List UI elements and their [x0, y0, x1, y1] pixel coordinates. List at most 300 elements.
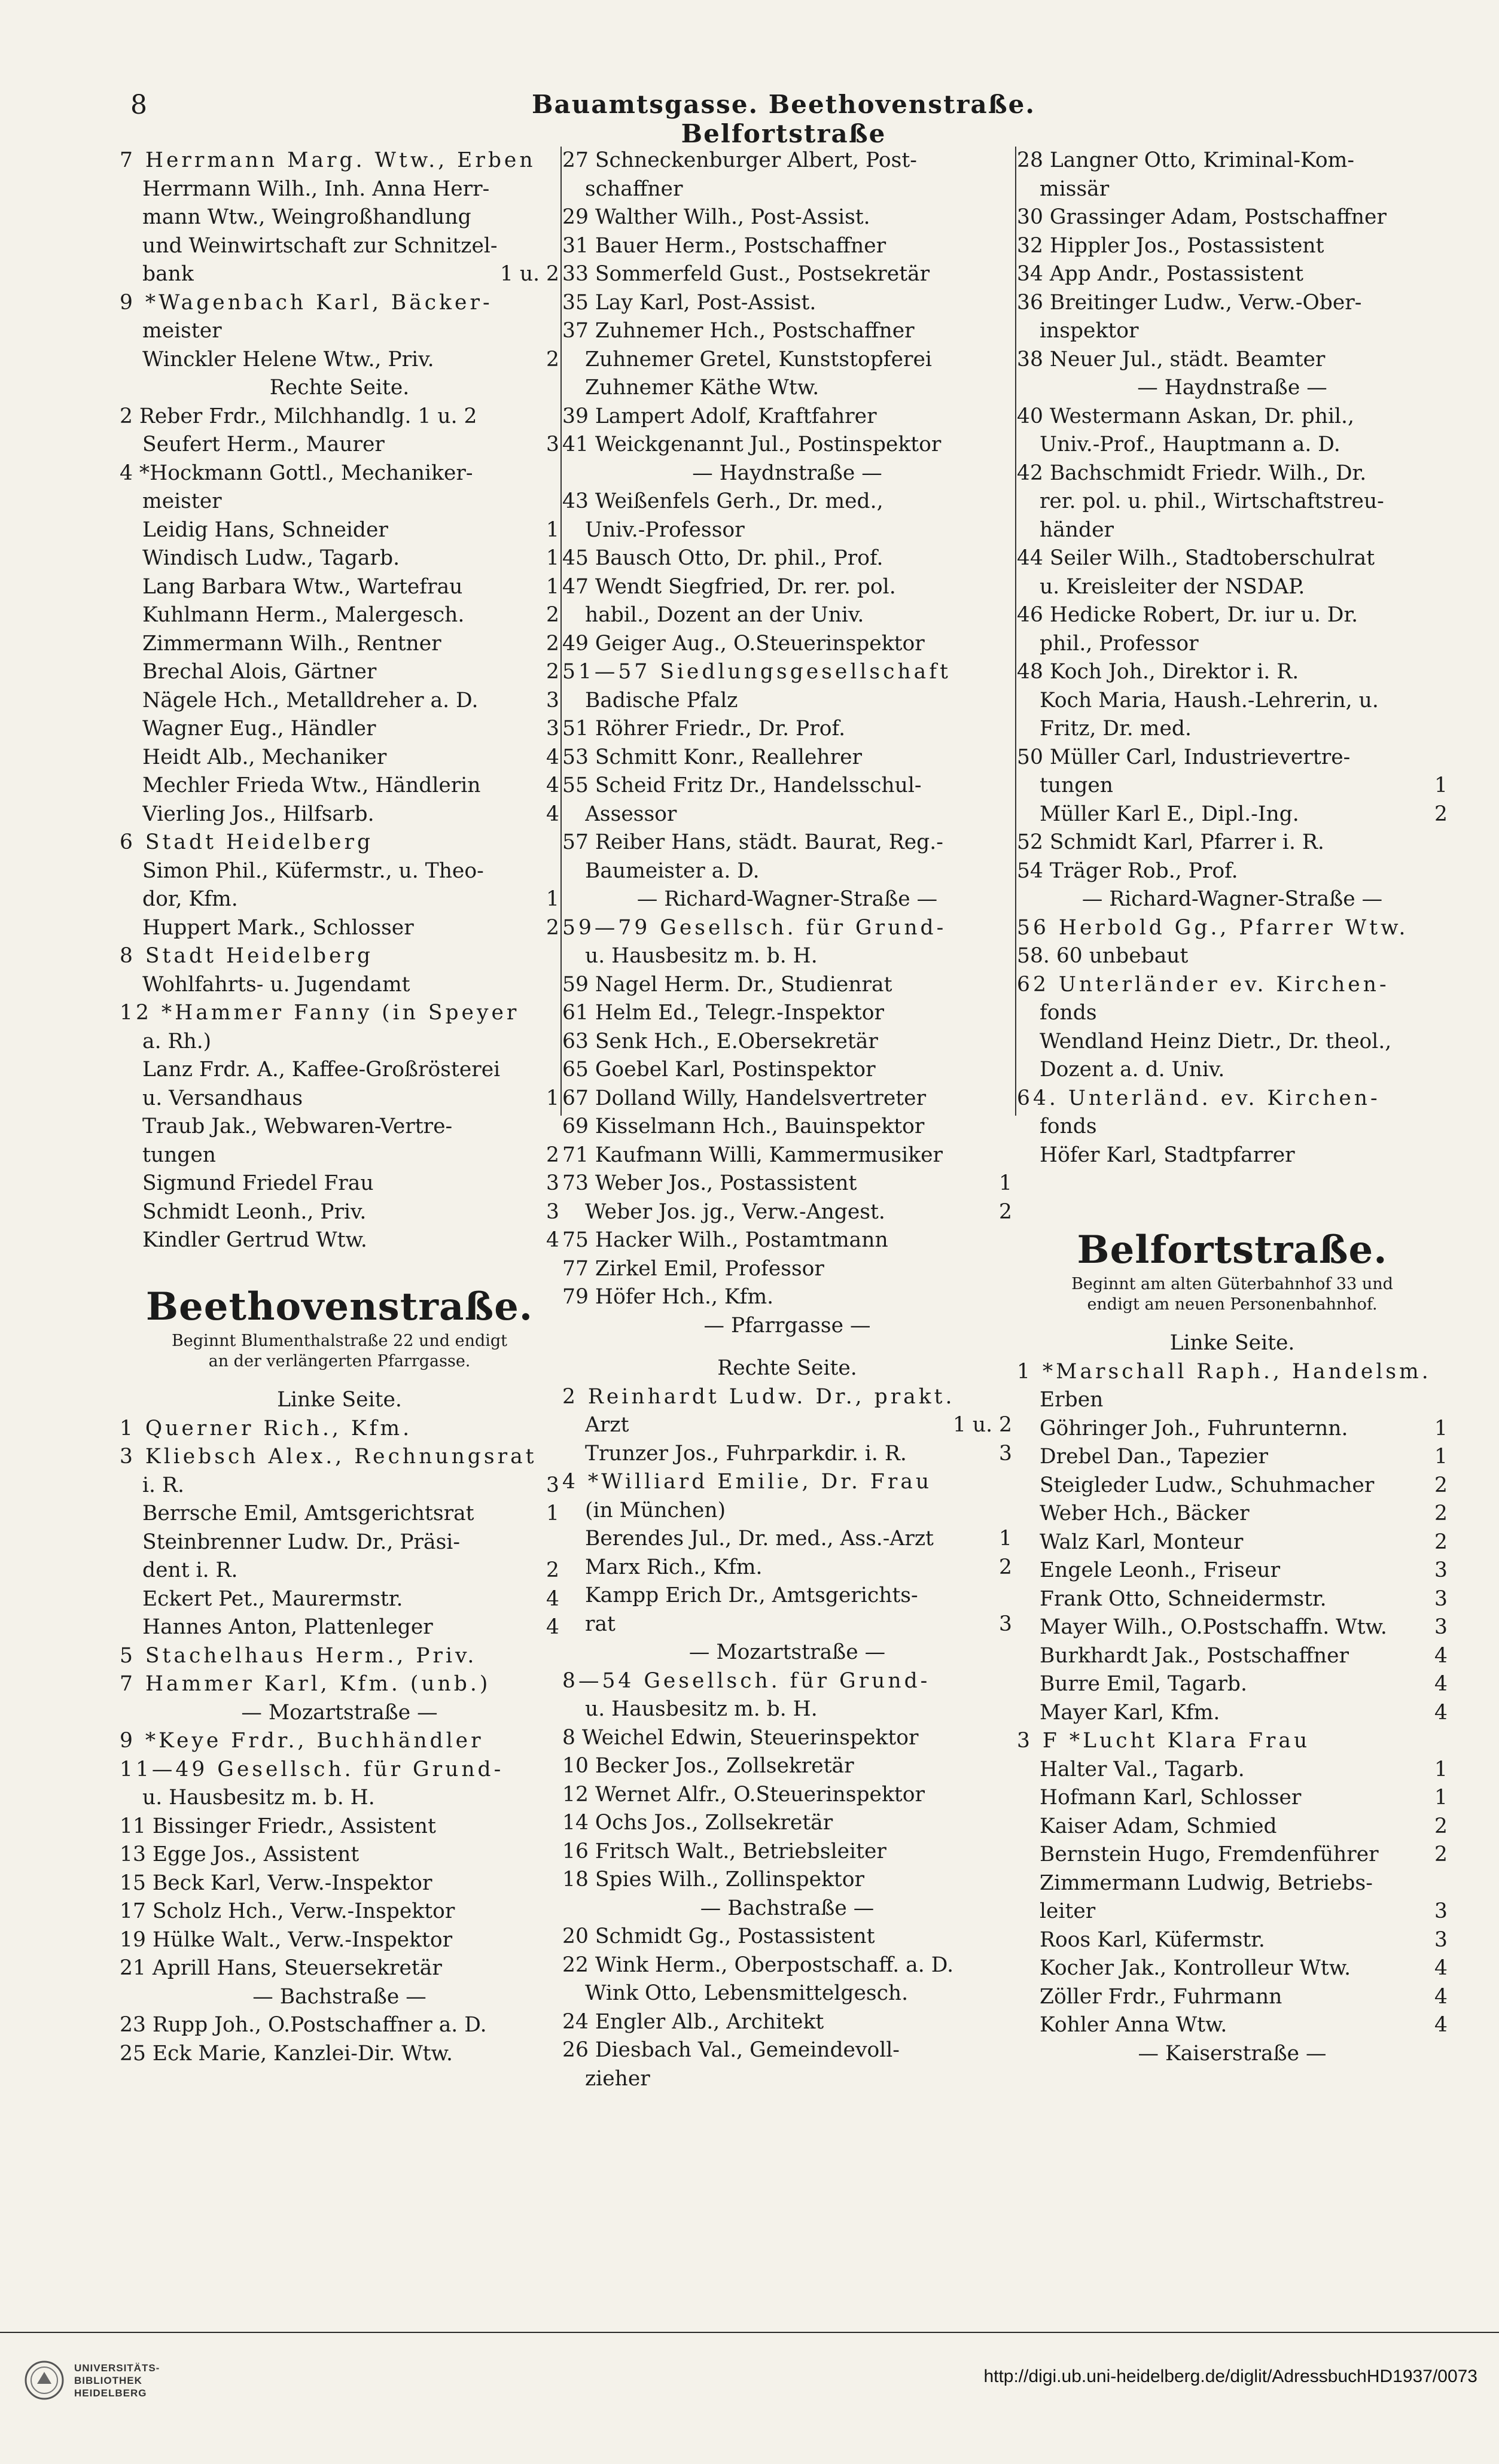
floor-number: 2 — [546, 1143, 559, 1167]
directory-entry — [562, 374, 1012, 403]
directory-entry — [120, 175, 559, 204]
directory-entry — [120, 744, 559, 772]
directory-entry — [1017, 488, 1448, 516]
floor-number: 3 — [1434, 1899, 1448, 1923]
street-heading: Beethovenstraße. — [145, 1284, 534, 1329]
directory-entry — [1017, 459, 1448, 488]
floor-number: 2 — [999, 1199, 1012, 1224]
directory-entry — [120, 573, 559, 602]
directory-entry — [1017, 544, 1448, 573]
floor-number: 2 — [1434, 1473, 1448, 1497]
entry-text: i. R. — [142, 1473, 184, 1497]
directory-entry — [1017, 289, 1448, 318]
directory-entry — [120, 1113, 559, 1141]
directory-entry — [120, 687, 559, 715]
entry-text: Burre Emil, Tagarb. — [1040, 1672, 1247, 1696]
entry-text: Koch Maria, Haush.-Lehrerin, u. — [1040, 688, 1379, 712]
floor-number: 1 — [546, 1086, 559, 1110]
entry-text: Burkhardt Jak., Postschaffner — [1040, 1643, 1349, 1668]
directory-entry — [562, 744, 1012, 772]
entry-text: Leidig Hans, Schneider — [142, 517, 388, 542]
entry-text: Seufert Herm., Maurer — [142, 433, 385, 456]
directory-entry — [120, 260, 559, 289]
entry-text: Badische Pfalz — [585, 688, 738, 712]
directory-entry — [562, 573, 1012, 602]
entry-text: 57 Reiber Hans, städt. Baurat, Reg.- — [562, 830, 943, 854]
entry-text: Arzt — [585, 1413, 629, 1437]
entry-text: Wohlfahrts- u. Jugendamt — [142, 972, 410, 997]
entry-text: Kaiser Adam, Schmied — [1040, 1814, 1277, 1838]
entry-text: Weber Jos. jg., Verw.-Angest. — [585, 1199, 885, 1224]
entry-text: Huppert Mark., Schlosser — [142, 915, 414, 940]
entry-text: Kuhlmann Herm., Malergesch. — [142, 603, 465, 627]
directory-entry — [120, 601, 559, 630]
directory-entry — [1017, 687, 1448, 715]
entry-text: (in München) — [585, 1498, 726, 1522]
floor-number: 2 — [1434, 802, 1448, 826]
entry-text: bank — [142, 262, 194, 286]
floor-number: 1 u. 2 — [952, 1413, 1012, 1437]
directory-entry — [1017, 431, 1448, 459]
directory-entry — [1017, 403, 1448, 431]
directory-entry — [120, 1670, 559, 1699]
entry-text: Walz Karl, Monteur — [1040, 1530, 1244, 1554]
entry-text: 21 Aprill Hans, Steuersekretär — [120, 1956, 442, 1980]
directory-entry — [120, 1954, 559, 1983]
directory-entry — [1017, 800, 1448, 829]
floor-number: 3 — [546, 688, 559, 712]
entry-text: leiter — [1040, 1899, 1096, 1923]
floor-number: 1 — [1434, 1757, 1448, 1781]
floor-number: 3 — [546, 1171, 559, 1195]
entry-text: dent i. R. — [142, 1558, 238, 1582]
floor-number: 1 — [999, 1171, 1012, 1195]
entry-text: Weber Hch., Bäcker — [1040, 1501, 1250, 1525]
entry-text: missär — [1040, 176, 1110, 201]
entry-text: 29 Walther Wilh., Post-Assist. — [562, 205, 870, 229]
entry-text: — Mozartstraße — — [241, 1700, 438, 1725]
entry-text: Erben — [1040, 1388, 1104, 1412]
floor-number: 1 — [546, 574, 559, 599]
directory-entry — [120, 999, 559, 1028]
entry-text: Wendland Heinz Dietr., Dr. theol., — [1040, 1029, 1392, 1053]
floor-number: 2 — [546, 347, 559, 371]
directory-entry — [120, 1898, 559, 1926]
directory-entry — [562, 658, 1012, 687]
entry-text: 79 Höfer Hch., Kfm. — [562, 1285, 774, 1309]
entry-text: 32 Hippler Jos., Postassistent — [1017, 233, 1324, 258]
directory-entry — [562, 1866, 1012, 1895]
entry-text: tungen — [1040, 773, 1114, 797]
entry-text: 31 Bauer Herm., Postschaffner — [562, 233, 886, 258]
directory-entry — [1017, 630, 1448, 659]
entry-text: Zimmermann Wilh., Rentner — [142, 631, 441, 656]
floor-number: 4 — [1434, 1643, 1448, 1668]
directory-entry — [562, 289, 1012, 318]
entry-text: Wagner Eug., Händler — [142, 717, 376, 741]
entry-text: 26 Diesbach Val., Gemeindevoll- — [562, 2038, 900, 2062]
library-line: BIBLIOTHEK — [74, 2374, 142, 2386]
entry-text: — Bachstraße — — [700, 1896, 875, 1920]
directory-entry — [1017, 942, 1448, 971]
floor-number: 4 — [1434, 1984, 1448, 2009]
entry-text: u. Hausbesitz m. b. H. — [585, 1697, 818, 1721]
directory-entry — [562, 1667, 1012, 1696]
entry-text: 51—57 Siedlungsgesellschaft — [562, 660, 951, 684]
column-middle — [562, 147, 1012, 2093]
entry-text: tungen — [142, 1143, 217, 1167]
entry-text: 8—54 Gesellsch. für Grund- — [562, 1668, 931, 1693]
entry-text: 64. Unterländ. ev. Kirchen- — [1017, 1086, 1381, 1110]
spacer — [120, 1255, 559, 1284]
directory-entry — [120, 2011, 559, 2040]
directory-entry — [562, 2036, 1012, 2065]
entry-text: 13 Egge Jos., Assistent — [120, 1842, 359, 1866]
entry-text: u. Versandhaus — [142, 1086, 303, 1110]
entry-text: Berrsche Emil, Amtsgerichtsrat — [142, 1501, 474, 1525]
directory-entry — [1017, 1756, 1448, 1784]
directory-entry — [120, 1528, 559, 1557]
entry-text: Traub Jak., Webwaren-Vertre- — [142, 1114, 453, 1138]
entry-text: 8 Weichel Edwin, Steuerinspektor — [562, 1725, 919, 1750]
entry-text: fonds — [1040, 1114, 1097, 1138]
entry-text: 71 Kaufmann Willi, Kammermusiker — [562, 1143, 943, 1167]
floor-number: 4 — [546, 1228, 559, 1252]
section-heading — [562, 1354, 1012, 1383]
source-url[interactable]: http://digi.ub.uni-heidelberg.de/diglit/AdressbuchHD1937/0073 — [983, 2366, 1477, 2386]
entry-text: 40 Westermann Askan, Dr. phil., — [1017, 404, 1354, 428]
directory-entry — [562, 1468, 1012, 1497]
directory-entry — [562, 715, 1012, 744]
entry-text: 11—49 Gesellsch. für Grund- — [120, 1757, 504, 1781]
entry-text: 35 Lay Karl, Post-Assist. — [562, 290, 816, 315]
entry-text: Hannes Anton, Plattenleger — [142, 1615, 433, 1639]
directory-entry — [562, 999, 1012, 1028]
directory-entry — [1017, 317, 1448, 346]
entry-text: Höfer Karl, Stadtpfarrer — [1040, 1143, 1295, 1167]
entry-text: 2 Reinhardt Ludw. Dr., prakt. — [562, 1384, 955, 1409]
entry-text: 45 Bausch Otto, Dr. phil., Prof. — [562, 546, 883, 570]
entry-text: — Pfarrgasse — — [703, 1313, 871, 1338]
floor-number: 1 — [1434, 773, 1448, 797]
entry-text: 9 *Wagenbach Karl, Bäcker- — [120, 290, 493, 315]
directory-entry — [562, 630, 1012, 659]
entry-text: Halter Val., Tagarb. — [1040, 1757, 1245, 1781]
entry-text: Mayer Karl, Kfm. — [1040, 1700, 1220, 1725]
entry-text: Fritz, Dr. med. — [1040, 717, 1192, 741]
directory-entry — [562, 516, 1012, 545]
directory-entry — [120, 1141, 559, 1170]
directory-entry — [562, 1198, 1012, 1227]
entry-text: 3 F *Lucht Klara Frau — [1017, 1729, 1311, 1753]
directory-entry — [1017, 260, 1448, 289]
entry-text: Lang Barbara Wtw., Wartefrau — [142, 574, 463, 599]
directory-entry — [562, 914, 1012, 943]
directory-entry — [1017, 857, 1448, 886]
entry-text: 49 Geiger Aug., O.Steuerinspektor — [562, 631, 925, 656]
floor-number: 1 — [999, 1527, 1012, 1551]
directory-entry — [1017, 1528, 1448, 1557]
directory-entry — [120, 459, 559, 488]
directory-entry — [562, 1554, 1012, 1582]
entry-text: Göhringer Joh., Fuhrunternn. — [1040, 1416, 1348, 1440]
entry-text: dor, Kfm. — [142, 887, 238, 911]
section-heading — [120, 374, 559, 403]
directory-entry — [1017, 1784, 1448, 1813]
entry-text: habil., Dozent an der Univ. — [585, 603, 864, 627]
entry-text: Baumeister a. D. — [585, 858, 760, 883]
library-line: HEIDELBERG — [74, 2387, 147, 2399]
street-description: an der verlängerten Pfarrgasse. — [208, 1352, 471, 1370]
entry-text: rat — [585, 1612, 616, 1636]
directory-entry — [1017, 1028, 1448, 1056]
directory-entry — [120, 1813, 559, 1841]
entry-text: 8 Stadt Heidelberg — [120, 944, 374, 968]
directory-entry — [562, 1525, 1012, 1554]
section-heading — [120, 1699, 559, 1728]
entry-text: 43 Weißenfels Gerh., Dr. med., — [562, 489, 883, 513]
entry-text: 62 Unterländer ev. Kirchen- — [1017, 972, 1390, 997]
directory-entry — [1017, 1085, 1448, 1113]
entry-text: 75 Hacker Wilh., Postamtmann — [562, 1228, 888, 1252]
entry-text: Mayer Wilh., O.Postschaffn. Wtw. — [1040, 1615, 1387, 1639]
entry-text: Zöller Frdr., Fuhrmann — [1040, 1984, 1282, 2009]
entry-text: Wink Otto, Lebensmittelgesch. — [585, 1981, 909, 2005]
entry-text: — Haydnstraße — — [1137, 376, 1327, 400]
entry-text: Müller Karl E., Dipl.-Ing. — [1040, 802, 1299, 826]
column-rule — [560, 147, 562, 1116]
directory-entry — [1017, 1386, 1448, 1415]
directory-entry — [120, 630, 559, 659]
entry-text: 18 Spies Wilh., Zollinspektor — [562, 1868, 865, 1892]
directory-entry — [1017, 1983, 1448, 2012]
entry-text: Berendes Jul., Dr. med., Ass.-Arzt — [585, 1527, 934, 1551]
entry-text: 19 Hülke Walt., Verw.-Inspektor — [120, 1927, 453, 1952]
directory-entry — [1017, 1056, 1448, 1085]
floor-number: 4 — [1434, 2013, 1448, 2037]
floor-number: 3 — [546, 1473, 559, 1497]
directory-entry — [1017, 1358, 1448, 1387]
entry-text: u. Kreisleiter der NSDAP. — [1040, 574, 1305, 599]
directory-entry — [120, 715, 559, 744]
entry-text: meister — [142, 319, 222, 343]
directory-entry — [120, 431, 559, 459]
directory-entry — [1017, 346, 1448, 374]
section-heading — [1017, 2040, 1448, 2069]
entry-text: 14 Ochs Jos., Zollsekretär — [562, 1811, 833, 1835]
column-right — [1017, 147, 1448, 2068]
floor-number: 4 — [1434, 1672, 1448, 1696]
entry-text: Steigleder Ludw., Schuhmacher — [1040, 1473, 1375, 1497]
entry-text: 7 Herrmann Marg. Wtw., Erben — [120, 148, 536, 172]
directory-entry — [1017, 1557, 1448, 1585]
directory-entry — [562, 601, 1012, 630]
directory-entry — [120, 1443, 559, 1472]
entry-text: 73 Weber Jos., Postassistent — [562, 1171, 857, 1195]
floor-number: 4 — [546, 745, 559, 769]
directory-entry — [1017, 1869, 1448, 1898]
entry-text: Kampp Erich Dr., Amtsgerichts- — [585, 1583, 918, 1607]
directory-entry — [562, 1056, 1012, 1085]
entry-text: Schmidt Leonh., Priv. — [142, 1199, 367, 1224]
directory-entry — [1017, 1699, 1448, 1728]
directory-entry — [1017, 829, 1448, 857]
directory-entry — [120, 516, 559, 545]
floor-number: 1 — [546, 1501, 559, 1525]
entry-text: 59—79 Gesellsch. für Grund- — [562, 915, 947, 940]
directory-entry — [562, 232, 1012, 261]
street-description: Beginnt Blumenthalstraße 22 und endigt — [171, 1332, 508, 1350]
directory-entry — [562, 1497, 1012, 1525]
floor-number: 2 — [1434, 1814, 1448, 1838]
floor-number: 1 — [546, 887, 559, 911]
directory-entry — [562, 1255, 1012, 1284]
section-heading — [562, 459, 1012, 488]
section-heading — [562, 885, 1012, 914]
directory-entry — [562, 1695, 1012, 1724]
directory-entry — [120, 829, 559, 857]
directory-entry — [1017, 1585, 1448, 1614]
floor-number: 3 — [1434, 1586, 1448, 1611]
entry-text: 59 Nagel Herm. Dr., Studienrat — [562, 972, 892, 997]
entry-text: 34 App Andr., Postassistent — [1017, 262, 1303, 286]
entry-text: Eckert Pet., Maurermstr. — [142, 1586, 403, 1611]
entry-text: Engele Leonh., Friseur — [1040, 1558, 1281, 1582]
directory-entry — [562, 800, 1012, 829]
entry-text: 3 Kliebsch Alex., Rechnungsrat — [120, 1445, 537, 1469]
directory-entry — [120, 1472, 559, 1500]
entry-text: 63 Senk Hch., E.Obersekretär — [562, 1029, 878, 1053]
directory-entry — [562, 1781, 1012, 1810]
directory-entry — [120, 1028, 559, 1056]
entry-text: 53 Schmitt Konr., Reallehrer — [562, 745, 862, 769]
entry-text: 38 Neuer Jul., städt. Beamter — [1017, 347, 1326, 371]
directory-entry — [562, 1169, 1012, 1198]
directory-entry — [562, 203, 1012, 232]
directory-entry — [562, 2065, 1012, 2094]
directory-entry — [1017, 1500, 1448, 1528]
directory-entry — [120, 1557, 559, 1585]
directory-entry — [120, 1585, 559, 1614]
street-description: endigt am neuen Personenbahnhof. — [1087, 1295, 1378, 1314]
directory-entry — [1017, 914, 1448, 943]
directory-entry — [1017, 147, 1448, 175]
entry-text: — Richard-Wagner-Straße — — [1081, 887, 1383, 911]
footer-rule — [0, 2332, 1499, 2333]
entry-text: 44 Seiler Wilh., Stadtoberschulrat — [1017, 546, 1375, 570]
directory-entry — [562, 1610, 1012, 1639]
directory-entry — [562, 1028, 1012, 1056]
directory-entry — [120, 203, 559, 232]
directory-entry — [1017, 516, 1448, 545]
entry-text: 50 Müller Carl, Industrievertre- — [1017, 745, 1351, 769]
directory-entry — [562, 829, 1012, 857]
entry-text: 36 Breitinger Ludw., Verw.-Ober- — [1017, 290, 1362, 315]
entry-text: 33 Sommerfeld Gust., Postsekretär — [562, 262, 930, 286]
directory-entry — [120, 2040, 559, 2069]
entry-text: Univ.-Prof., Hauptmann a. D. — [1040, 433, 1340, 456]
directory-entry — [120, 1869, 559, 1898]
directory-entry — [120, 1226, 559, 1255]
directory-entry — [562, 857, 1012, 886]
entry-text: 69 Kisselmann Hch., Bauinspektor — [562, 1114, 925, 1138]
entry-text: und Weinwirtschaft zur Schnitzel- — [142, 233, 498, 258]
street-description: Beginnt am alten Güterbahnhof 33 und — [1071, 1275, 1393, 1293]
floor-number: 2 — [546, 631, 559, 656]
entry-text: Hofmann Karl, Schlosser — [1040, 1786, 1302, 1810]
directory-entry — [1017, 1642, 1448, 1671]
directory-entry — [120, 942, 559, 971]
section-heading — [1017, 1329, 1448, 1358]
directory-entry — [1017, 772, 1448, 800]
entry-text: 2 Reber Frdr., Milchhandlg. 1 u. 2 — [120, 404, 477, 428]
entry-text: Roos Karl, Küfermstr. — [1040, 1927, 1265, 1952]
entry-text: 48 Koch Joh., Direktor i. R. — [1017, 660, 1299, 684]
entry-text: 54 Träger Rob., Prof. — [1017, 858, 1238, 883]
entry-text: 42 Bachschmidt Friedr. Wilh., Dr. — [1017, 461, 1367, 485]
directory-entry — [1017, 1954, 1448, 1983]
floor-number: 1 — [546, 517, 559, 542]
entry-text: schaffner — [585, 176, 683, 201]
entry-text: 4 *Hockmann Gottl., Mechaniker- — [120, 461, 473, 485]
directory-entry — [1017, 971, 1448, 1000]
entry-text: 1 Querner Rich., Kfm. — [120, 1416, 413, 1440]
floor-number: 2 — [1434, 1530, 1448, 1554]
floor-number: 3 — [999, 1612, 1012, 1636]
entry-text: Windisch Ludw., Tagarb. — [142, 546, 400, 570]
floor-number: 3 — [546, 1199, 559, 1224]
entry-text: Sigmund Friedel Frau — [142, 1171, 374, 1195]
entry-text: 1 *Marschall Raph., Handelsm. — [1017, 1359, 1431, 1384]
entry-text: 12 *Hammer Fanny (in Speyer — [120, 1001, 520, 1025]
floor-number: 4 — [546, 802, 559, 826]
directory-entry — [120, 971, 559, 1000]
directory-entry — [1017, 1472, 1448, 1500]
spacer — [1017, 1198, 1448, 1227]
section-heading — [120, 1983, 559, 2012]
entry-text: inspektor — [1040, 319, 1139, 343]
entry-text: Dozent a. d. Univ. — [1040, 1058, 1225, 1082]
directory-entry — [1017, 1926, 1448, 1955]
entry-text: Herrmann Wilh., Inh. Anna Herr- — [142, 176, 490, 201]
directory-entry — [562, 403, 1012, 431]
directory-entry — [120, 317, 559, 346]
entry-text: Zuhnemer Käthe Wtw. — [585, 376, 819, 400]
directory-entry — [562, 1752, 1012, 1781]
entry-text: 6 Stadt Heidelberg — [120, 830, 374, 854]
directory-entry — [120, 346, 559, 374]
directory-entry — [1017, 658, 1448, 687]
directory-entry — [562, 971, 1012, 1000]
section-heading — [1017, 374, 1448, 403]
directory-entry — [562, 175, 1012, 204]
entry-text: Trunzer Jos., Fuhrparkdir. i. R. — [585, 1441, 907, 1466]
directory-entry — [120, 1056, 559, 1085]
directory-entry — [1017, 232, 1448, 261]
entry-text: Drebel Dan., Tapezier — [1040, 1445, 1268, 1469]
floor-number: 1 u. 2 — [499, 262, 559, 286]
directory-entry — [562, 1838, 1012, 1866]
entry-text: 65 Goebel Karl, Postinspektor — [562, 1058, 876, 1082]
directory-entry — [1017, 1670, 1448, 1699]
directory-entry — [120, 1756, 559, 1784]
directory-entry — [120, 1500, 559, 1528]
entry-text: Zuhnemer Gretel, Kunststopferei — [585, 347, 932, 371]
directory-entry — [562, 1141, 1012, 1170]
floor-number: 3 — [546, 717, 559, 741]
entry-text: Assessor — [585, 802, 677, 826]
entry-text: 16 Fritsch Walt., Betriebsleiter — [562, 1839, 886, 1863]
